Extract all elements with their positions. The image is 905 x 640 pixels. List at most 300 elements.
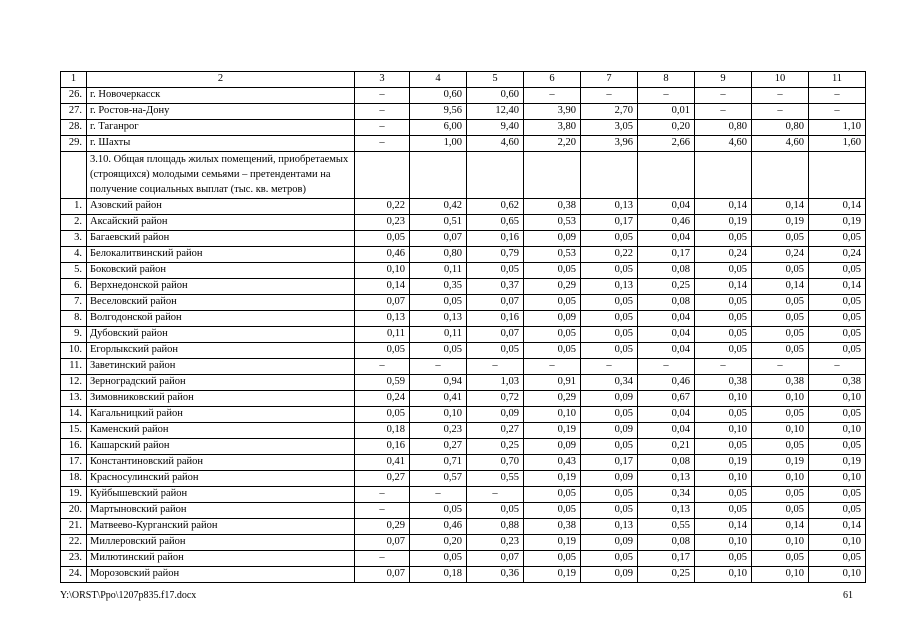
- value-cell: 0,05: [581, 438, 638, 454]
- value-cell: 0,10: [695, 566, 752, 582]
- value-cell: 0,05: [809, 310, 866, 326]
- value-cell: 0,10: [809, 534, 866, 550]
- value-cell: 2,70: [581, 104, 638, 120]
- value-cell: –: [355, 104, 410, 120]
- value-cell: 0,38: [695, 374, 752, 390]
- table-row: [61, 486, 866, 502]
- district-name: Мартыновский район: [87, 502, 355, 518]
- value-cell: 0,19: [524, 422, 581, 438]
- value-cell: 0,29: [524, 390, 581, 406]
- table-row: [61, 454, 866, 470]
- value-cell: 0,05: [809, 438, 866, 454]
- value-cell: 0,04: [638, 406, 695, 422]
- value-cell: 0,08: [638, 262, 695, 278]
- value-cell: 6,00: [410, 120, 467, 136]
- table-row: [61, 214, 866, 230]
- row-number: 23.: [61, 550, 87, 566]
- value-cell: 9,40: [467, 120, 524, 136]
- value-cell: –: [355, 358, 410, 374]
- value-cell: 0,16: [355, 438, 410, 454]
- value-cell: 0,80: [752, 120, 809, 136]
- district-name: Веселовский район: [87, 294, 355, 310]
- value-cell: 0,51: [410, 214, 467, 230]
- value-cell: 0,05: [752, 262, 809, 278]
- value-cell: 0,01: [638, 104, 695, 120]
- value-cell: 0,05: [809, 502, 866, 518]
- value-cell: 0,13: [638, 470, 695, 486]
- value-cell: 0,07: [355, 566, 410, 582]
- value-cell: 0,24: [752, 246, 809, 262]
- value-cell: [410, 152, 467, 199]
- value-cell: [638, 152, 695, 199]
- value-cell: 0,04: [638, 422, 695, 438]
- value-cell: 0,46: [355, 246, 410, 262]
- value-cell: 0,53: [524, 246, 581, 262]
- value-cell: 0,05: [410, 294, 467, 310]
- value-cell: 0,05: [695, 342, 752, 358]
- district-name: Милютинский район: [87, 550, 355, 566]
- district-name: Морозовский район: [87, 566, 355, 582]
- value-cell: 0,09: [581, 534, 638, 550]
- value-cell: 0,14: [809, 518, 866, 534]
- value-cell: 0,10: [809, 470, 866, 486]
- header-cell: 4: [410, 72, 467, 88]
- section-heading-row: [61, 152, 866, 199]
- value-cell: 0,21: [638, 438, 695, 454]
- value-cell: [467, 152, 524, 199]
- header-cell: 11: [809, 72, 866, 88]
- value-cell: 0,04: [638, 326, 695, 342]
- value-cell: 0,05: [581, 230, 638, 246]
- value-cell: 0,37: [467, 278, 524, 294]
- row-number: 16.: [61, 438, 87, 454]
- value-cell: 0,22: [581, 246, 638, 262]
- value-cell: 0,05: [695, 502, 752, 518]
- row-number: 7.: [61, 294, 87, 310]
- value-cell: 0,10: [809, 390, 866, 406]
- file-path: Y:\ORST\Ppo\1207p835.f17.docx: [60, 590, 197, 601]
- row-number: 28.: [61, 120, 87, 136]
- value-cell: 0,19: [695, 454, 752, 470]
- table-row: [61, 326, 866, 342]
- district-name: Азовский район: [87, 198, 355, 214]
- value-cell: 0,24: [809, 246, 866, 262]
- row-number: 26.: [61, 88, 87, 104]
- value-cell: 0,14: [695, 278, 752, 294]
- header-cell: 5: [467, 72, 524, 88]
- row-number: 12.: [61, 374, 87, 390]
- value-cell: 0,46: [638, 374, 695, 390]
- value-cell: 0,07: [355, 294, 410, 310]
- value-cell: 0,57: [410, 470, 467, 486]
- value-cell: 0,05: [695, 550, 752, 566]
- value-cell: 1,10: [809, 120, 866, 136]
- value-cell: 0,16: [467, 310, 524, 326]
- value-cell: 4,60: [467, 136, 524, 152]
- value-cell: –: [695, 358, 752, 374]
- value-cell: 0,14: [695, 518, 752, 534]
- value-cell: 0,05: [695, 310, 752, 326]
- value-cell: –: [809, 88, 866, 104]
- value-cell: 0,60: [467, 88, 524, 104]
- row-number: 1.: [61, 198, 87, 214]
- value-cell: –: [355, 120, 410, 136]
- value-cell: 0,80: [695, 120, 752, 136]
- value-cell: 0,25: [638, 566, 695, 582]
- value-cell: 0,13: [581, 278, 638, 294]
- header-cell: 2: [87, 72, 355, 88]
- row-number: 29.: [61, 136, 87, 152]
- value-cell: –: [695, 88, 752, 104]
- value-cell: 0,13: [355, 310, 410, 326]
- value-cell: 0,10: [752, 390, 809, 406]
- value-cell: 0,05: [809, 406, 866, 422]
- value-cell: 0,29: [355, 518, 410, 534]
- value-cell: 0,38: [752, 374, 809, 390]
- district-name: Белокалитвинский район: [87, 246, 355, 262]
- value-cell: 0,05: [695, 262, 752, 278]
- district-name: Куйбышевский район: [87, 486, 355, 502]
- value-cell: 0,80: [410, 246, 467, 262]
- value-cell: 0,09: [524, 230, 581, 246]
- value-cell: 0,65: [467, 214, 524, 230]
- value-cell: [581, 152, 638, 199]
- value-cell: 0,10: [752, 534, 809, 550]
- value-cell: 0,27: [410, 438, 467, 454]
- row-number: 18.: [61, 470, 87, 486]
- value-cell: 0,05: [752, 326, 809, 342]
- value-cell: 0,09: [581, 470, 638, 486]
- value-cell: 0,05: [410, 342, 467, 358]
- row-number: 14.: [61, 406, 87, 422]
- table-row: [61, 406, 866, 422]
- value-cell: 0,05: [581, 550, 638, 566]
- header-cell: 9: [695, 72, 752, 88]
- header-cell: 1: [61, 72, 87, 88]
- district-name: Зерноградский район: [87, 374, 355, 390]
- table-row: [61, 342, 866, 358]
- value-cell: [809, 152, 866, 199]
- value-cell: 0,07: [467, 326, 524, 342]
- district-name: Каменский район: [87, 422, 355, 438]
- value-cell: 0,14: [695, 198, 752, 214]
- row-number: 13.: [61, 390, 87, 406]
- value-cell: 0,14: [752, 518, 809, 534]
- value-cell: 0,24: [355, 390, 410, 406]
- value-cell: 0,25: [467, 438, 524, 454]
- row-number: 2.: [61, 214, 87, 230]
- value-cell: 3,05: [581, 120, 638, 136]
- section-title: 3.10. Общая площадь жилых помещений, приобретаемых (строящихся) молодыми семьями – претендентами на получение социальных выплат (тыс. кв. метров): [87, 152, 355, 199]
- value-cell: 0,18: [410, 566, 467, 582]
- district-name: г. Шахты: [87, 136, 355, 152]
- value-cell: 0,18: [355, 422, 410, 438]
- table-row: [61, 120, 866, 136]
- value-cell: 0,05: [752, 310, 809, 326]
- row-number: 10.: [61, 342, 87, 358]
- value-cell: 0,10: [410, 406, 467, 422]
- value-cell: 0,71: [410, 454, 467, 470]
- value-cell: 0,05: [809, 230, 866, 246]
- value-cell: –: [581, 358, 638, 374]
- value-cell: 0,20: [638, 120, 695, 136]
- value-cell: –: [355, 486, 410, 502]
- value-cell: 0,10: [355, 262, 410, 278]
- value-cell: 0,14: [809, 198, 866, 214]
- value-cell: 0,05: [467, 262, 524, 278]
- value-cell: 0,41: [355, 454, 410, 470]
- row-number: 11.: [61, 358, 87, 374]
- district-name: г. Новочеркасск: [87, 88, 355, 104]
- value-cell: 0,25: [638, 278, 695, 294]
- table-row: [61, 198, 866, 214]
- value-cell: 0,05: [809, 326, 866, 342]
- value-cell: 0,13: [581, 518, 638, 534]
- value-cell: –: [524, 88, 581, 104]
- value-cell: 0,07: [355, 534, 410, 550]
- table-row: [61, 310, 866, 326]
- value-cell: 0,05: [695, 294, 752, 310]
- header-cell: 7: [581, 72, 638, 88]
- value-cell: 0,34: [638, 486, 695, 502]
- value-cell: 0,05: [581, 342, 638, 358]
- value-cell: 0,91: [524, 374, 581, 390]
- value-cell: 0,05: [809, 486, 866, 502]
- value-cell: [355, 152, 410, 199]
- value-cell: 0,13: [410, 310, 467, 326]
- row-number: 27.: [61, 104, 87, 120]
- value-cell: –: [581, 88, 638, 104]
- page-number: 61: [843, 590, 853, 601]
- row-number: [61, 152, 87, 199]
- district-name: г. Таганрог: [87, 120, 355, 136]
- value-cell: 0,09: [581, 422, 638, 438]
- value-cell: 0,94: [410, 374, 467, 390]
- value-cell: –: [752, 88, 809, 104]
- value-cell: 0,27: [355, 470, 410, 486]
- row-number: 22.: [61, 534, 87, 550]
- district-name: Матвеево-Курганский район: [87, 518, 355, 534]
- value-cell: –: [467, 358, 524, 374]
- value-cell: –: [638, 88, 695, 104]
- value-cell: 0,05: [581, 294, 638, 310]
- value-cell: 4,60: [752, 136, 809, 152]
- value-cell: 0,88: [467, 518, 524, 534]
- value-cell: 0,14: [752, 278, 809, 294]
- value-cell: 0,10: [695, 390, 752, 406]
- row-number: 19.: [61, 486, 87, 502]
- value-cell: –: [809, 358, 866, 374]
- value-cell: –: [638, 358, 695, 374]
- value-cell: 0,05: [524, 486, 581, 502]
- value-cell: 0,70: [467, 454, 524, 470]
- table-row: [61, 438, 866, 454]
- header-row: [61, 72, 866, 88]
- value-cell: 0,05: [695, 438, 752, 454]
- value-cell: 0,36: [467, 566, 524, 582]
- value-cell: 0,55: [638, 518, 695, 534]
- value-cell: 0,05: [355, 342, 410, 358]
- header-cell: 10: [752, 72, 809, 88]
- value-cell: 2,66: [638, 136, 695, 152]
- value-cell: 0,11: [410, 262, 467, 278]
- value-cell: 0,19: [752, 454, 809, 470]
- value-cell: [752, 152, 809, 199]
- value-cell: 0,05: [695, 326, 752, 342]
- value-cell: 3,96: [581, 136, 638, 152]
- table-row: [61, 566, 866, 582]
- value-cell: 2,20: [524, 136, 581, 152]
- value-cell: 0,05: [410, 550, 467, 566]
- value-cell: 1,00: [410, 136, 467, 152]
- value-cell: 0,53: [524, 214, 581, 230]
- value-cell: 0,34: [581, 374, 638, 390]
- value-cell: 0,05: [752, 406, 809, 422]
- value-cell: 0,05: [524, 342, 581, 358]
- value-cell: 0,27: [467, 422, 524, 438]
- value-cell: 0,42: [410, 198, 467, 214]
- district-name: Дубовский район: [87, 326, 355, 342]
- value-cell: 0,05: [695, 486, 752, 502]
- value-cell: –: [410, 486, 467, 502]
- value-cell: 0,08: [638, 454, 695, 470]
- value-cell: 0,62: [467, 198, 524, 214]
- value-cell: 0,05: [752, 438, 809, 454]
- value-cell: 0,09: [524, 310, 581, 326]
- district-name: Константиновский район: [87, 454, 355, 470]
- value-cell: 0,05: [752, 342, 809, 358]
- value-cell: –: [809, 104, 866, 120]
- value-cell: –: [355, 88, 410, 104]
- row-number: 5.: [61, 262, 87, 278]
- row-number: 4.: [61, 246, 87, 262]
- value-cell: 0,10: [809, 422, 866, 438]
- value-cell: 0,05: [581, 262, 638, 278]
- value-cell: 3,80: [524, 120, 581, 136]
- value-cell: 0,05: [524, 550, 581, 566]
- value-cell: 0,10: [524, 406, 581, 422]
- value-cell: 0,05: [581, 406, 638, 422]
- value-cell: 0,13: [581, 198, 638, 214]
- value-cell: 0,08: [638, 294, 695, 310]
- row-number: 17.: [61, 454, 87, 470]
- value-cell: 0,10: [809, 566, 866, 582]
- value-cell: 0,05: [467, 342, 524, 358]
- value-cell: 0,38: [524, 198, 581, 214]
- value-cell: 0,38: [524, 518, 581, 534]
- value-cell: 0,14: [809, 278, 866, 294]
- row-number: 8.: [61, 310, 87, 326]
- value-cell: 0,05: [695, 230, 752, 246]
- value-cell: 0,19: [524, 470, 581, 486]
- value-cell: –: [410, 358, 467, 374]
- value-cell: –: [524, 358, 581, 374]
- value-cell: [695, 152, 752, 199]
- value-cell: 9,56: [410, 104, 467, 120]
- value-cell: –: [355, 550, 410, 566]
- header-cell: 3: [355, 72, 410, 88]
- district-name: Багаевский район: [87, 230, 355, 246]
- district-name: Егорлыкский район: [87, 342, 355, 358]
- district-name: Волгодонской район: [87, 310, 355, 326]
- value-cell: 0,07: [467, 294, 524, 310]
- table-row: [61, 104, 866, 120]
- value-cell: 0,10: [752, 566, 809, 582]
- district-name: Верхнедонской район: [87, 278, 355, 294]
- value-cell: 0,05: [524, 326, 581, 342]
- value-cell: 0,59: [355, 374, 410, 390]
- value-cell: 0,10: [695, 534, 752, 550]
- row-number: 15.: [61, 422, 87, 438]
- value-cell: 0,19: [695, 214, 752, 230]
- value-cell: 0,05: [524, 262, 581, 278]
- value-cell: 0,05: [581, 502, 638, 518]
- value-cell: 0,14: [355, 278, 410, 294]
- table-row: [61, 88, 866, 104]
- value-cell: 0,10: [752, 422, 809, 438]
- value-cell: 0,17: [581, 214, 638, 230]
- value-cell: 12,40: [467, 104, 524, 120]
- value-cell: 0,04: [638, 310, 695, 326]
- value-cell: 0,05: [581, 326, 638, 342]
- data-table: [60, 71, 866, 583]
- value-cell: 0,05: [752, 486, 809, 502]
- value-cell: 0,10: [695, 422, 752, 438]
- value-cell: 0,29: [524, 278, 581, 294]
- value-cell: 0,23: [467, 534, 524, 550]
- value-cell: 0,05: [752, 230, 809, 246]
- value-cell: 0,05: [524, 502, 581, 518]
- value-cell: 0,04: [638, 342, 695, 358]
- value-cell: 4,60: [695, 136, 752, 152]
- value-cell: –: [467, 486, 524, 502]
- district-name: Кагальницкий район: [87, 406, 355, 422]
- value-cell: –: [355, 136, 410, 152]
- table-row: [61, 534, 866, 550]
- district-name: Аксайский район: [87, 214, 355, 230]
- value-cell: 0,35: [410, 278, 467, 294]
- value-cell: 0,07: [410, 230, 467, 246]
- table-row: [61, 374, 866, 390]
- value-cell: 0,13: [638, 502, 695, 518]
- value-cell: 0,19: [524, 566, 581, 582]
- value-cell: 0,04: [638, 230, 695, 246]
- value-cell: 1,03: [467, 374, 524, 390]
- value-cell: 0,05: [752, 502, 809, 518]
- value-cell: –: [752, 358, 809, 374]
- value-cell: 0,19: [809, 214, 866, 230]
- header-cell: 6: [524, 72, 581, 88]
- row-number: 9.: [61, 326, 87, 342]
- row-number: 20.: [61, 502, 87, 518]
- value-cell: 0,05: [809, 294, 866, 310]
- table-row: [61, 550, 866, 566]
- value-cell: 0,19: [524, 534, 581, 550]
- table-row: [61, 294, 866, 310]
- district-name: Красносулинский район: [87, 470, 355, 486]
- value-cell: 0,20: [410, 534, 467, 550]
- value-cell: 1,60: [809, 136, 866, 152]
- row-number: 6.: [61, 278, 87, 294]
- value-cell: 0,19: [809, 454, 866, 470]
- row-number: 21.: [61, 518, 87, 534]
- value-cell: 0,19: [752, 214, 809, 230]
- value-cell: 0,09: [467, 406, 524, 422]
- row-number: 24.: [61, 566, 87, 582]
- value-cell: 3,90: [524, 104, 581, 120]
- value-cell: 0,04: [638, 198, 695, 214]
- value-cell: 0,05: [752, 294, 809, 310]
